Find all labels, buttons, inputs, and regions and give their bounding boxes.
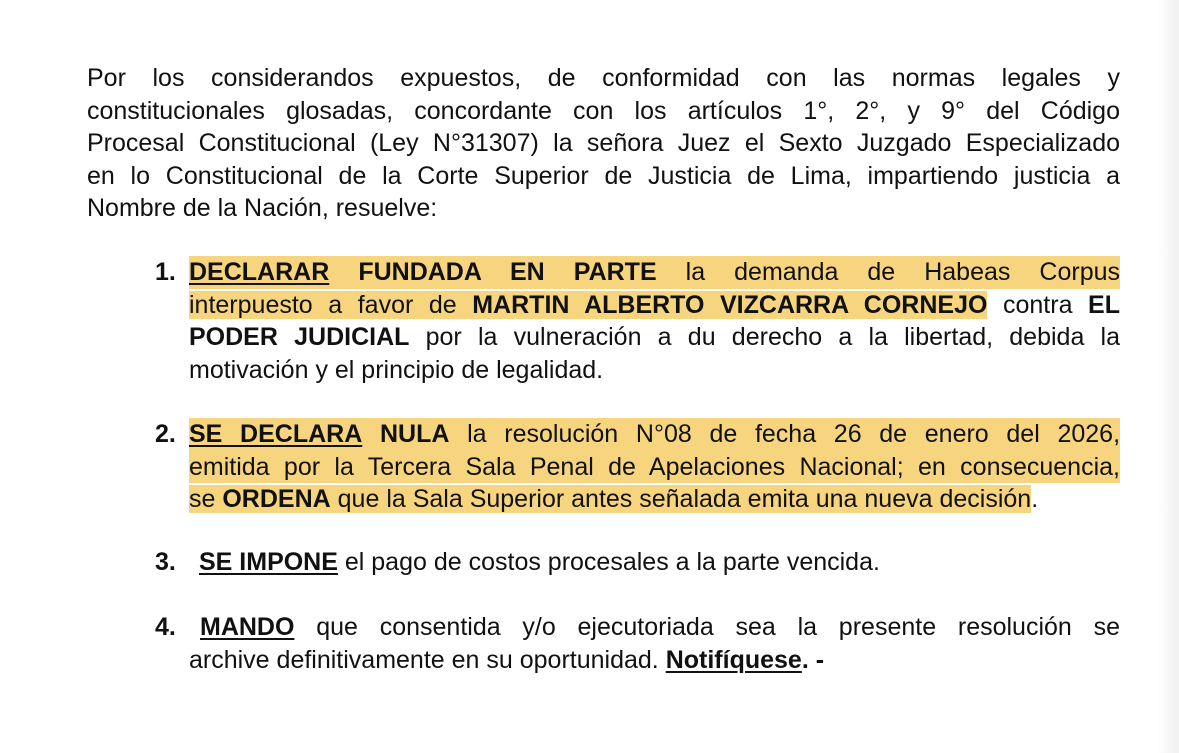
item-line	[189, 644, 1120, 677]
intro-line: Procesal Constitucional (Ley N°31307) la señora Juez el Sexto Juzgado Especializado	[87, 129, 1120, 157]
item-text: por la vulneración a du derecho a la libertad, debida la	[425, 323, 1121, 351]
intro-line: en lo Constitucional de la Corte Superior de Justicia de Lima, impartiendo justicia a	[87, 161, 1120, 190]
item-line	[189, 321, 1120, 354]
item-body	[189, 256, 1120, 386]
item-text: que consentida y/o ejecutoriada sea la presente resolución se	[316, 613, 1120, 641]
item-body	[189, 418, 1120, 516]
beneficiary-name: MARTIN ALBERTO VIZCARRA CORNEJO	[472, 290, 988, 319]
item-line	[189, 418, 1120, 451]
nula-term: NULA	[379, 420, 450, 448]
se-declara-term: SE DECLARA	[189, 420, 363, 448]
item-text: interpuesto a favor de	[189, 290, 457, 319]
item-line	[189, 289, 1120, 322]
mando-term: MANDO	[200, 613, 295, 641]
item-line	[200, 611, 1120, 644]
item-number: 4.	[155, 613, 176, 641]
item-text: se	[189, 485, 216, 513]
page-edge-shadow	[1157, 0, 1179, 753]
item-number: 1.	[155, 258, 176, 286]
intro-line: constitucionales glosadas, concordante con los artículos 1°, 2°, y 9° del Código	[87, 96, 1120, 125]
item-text: la resolución N°08 de fecha 26 de enero del 2026,	[467, 420, 1121, 448]
item-text: contra	[1003, 290, 1073, 319]
item-line: motivación y el principio de legalidad.	[189, 355, 604, 384]
item-text: que la Sala Superior antes señalada emita una nueva decisión	[337, 485, 1032, 513]
item-text: archive definitivamente en su oportunidad.	[189, 645, 659, 674]
fundada-term: FUNDADA EN PARTE	[358, 258, 657, 286]
item-number: 2.	[155, 420, 176, 448]
intro-line: Nombre de la Nación, resuelve:	[87, 194, 438, 222]
item-line	[189, 256, 1120, 289]
ordena-term: ORDENA	[222, 485, 331, 513]
se-impone-term: SE IMPONE	[199, 548, 338, 576]
intro-paragraph	[87, 62, 1120, 225]
declarar-term: DECLARAR	[189, 258, 330, 286]
intro-line: Por los considerandos expuestos, de conformidad con las normas legales y	[87, 64, 1120, 92]
item-text: la demanda de Habeas Corpus	[685, 258, 1121, 286]
item-body	[199, 546, 1130, 579]
item-text: el pago de costos procesales a la parte vencida.	[344, 548, 880, 576]
defendant-name: PODER JUDICIAL	[189, 323, 410, 351]
item-body	[200, 611, 1120, 644]
item-text: . -	[801, 645, 825, 674]
item-body	[189, 644, 1120, 677]
item-number: 3.	[155, 548, 176, 576]
item-text: .	[1031, 485, 1039, 513]
item-line	[199, 546, 1130, 579]
item-text: EL	[1088, 290, 1120, 319]
item-line	[189, 483, 1120, 516]
item-line: emitida por la Tercera Sala Penal de Apelaciones Nacional; en consecuencia,	[189, 451, 1120, 484]
notifiquese-term: Notifíquese	[665, 645, 802, 674]
